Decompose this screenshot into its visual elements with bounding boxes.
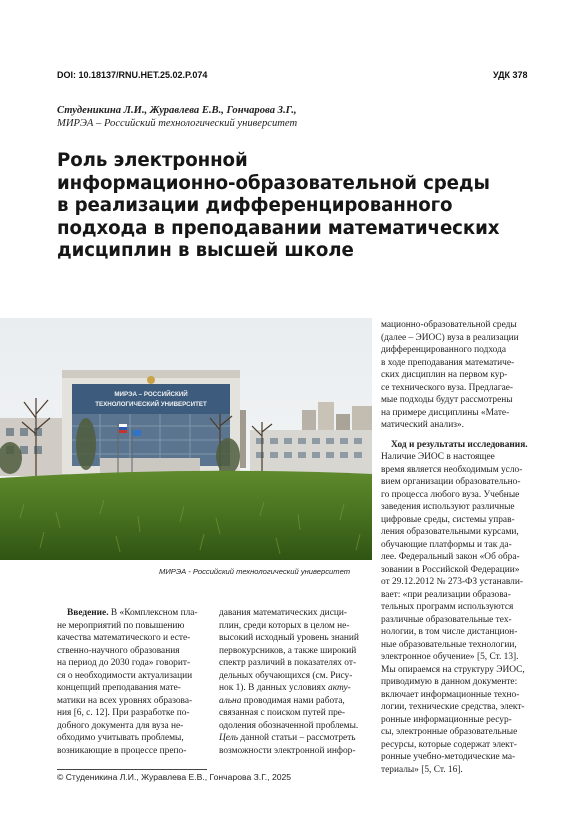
text-segment: данной статьи – рассмотреть (238, 733, 356, 743)
footnote-rule (57, 769, 207, 770)
text-line: плин, среди которых в целом не- (219, 620, 350, 631)
emphasis-text: Цель (219, 733, 239, 743)
text-line: одоления обозначенной проблемы. (219, 720, 359, 731)
text-line: заведения используют различные (381, 502, 515, 512)
text-line: ния [6, с. 12]. При разработке по- (57, 708, 190, 718)
text-segment: нок 1). В данных условиях (219, 683, 328, 693)
intro-heading: Введение. (67, 608, 109, 618)
text-line: не мероприятий по повышению (57, 620, 185, 631)
text-line: ные образовательные технологии, (381, 639, 517, 650)
text-line: ся о необходимости актуализации (57, 670, 193, 681)
text-line: добного документа для вуза не- (57, 720, 184, 731)
text-line: дифференцированного подхода (381, 345, 507, 355)
university-photo-illustration (0, 318, 372, 560)
text-line: мые подходы будут рассмотрены (381, 395, 513, 405)
text-line: спектр различий в показателях от- (219, 658, 357, 668)
text-line: ресурсы, которые содержат элект- (381, 739, 517, 750)
text-line: время является необходимым усло- (381, 464, 523, 475)
title-line: Роль электронной (57, 150, 248, 171)
text-line: цифровые среды, системы управ- (381, 514, 515, 525)
text-line: на период до 2030 года» говорит- (57, 658, 191, 668)
text-line: се технического вуза. Предлагае- (381, 382, 514, 393)
right-column (381, 319, 528, 776)
text-line: от 29.12.2012 № 273-ФЗ устанавли- (381, 577, 523, 587)
text-line: включает информационные техно- (381, 689, 520, 700)
title-line: информационно-образовательной среды (57, 172, 490, 194)
copyright-notice: © Студеникина Л.И., Журавлева Е.В., Гончарова З.Г., 2025 (57, 772, 292, 782)
building-sign-line1: МИРЭА – РОССИЙСКИЙ (114, 391, 188, 398)
text-line: различные образовательные тех- (381, 614, 512, 625)
text-line: давания математических дисци- (219, 608, 348, 618)
text-line: Наличие ЭИОС в настоящее (381, 452, 495, 462)
text-line: концепций преподавания мате- (57, 683, 181, 693)
text-line: возможности электронной инфор- (219, 745, 356, 756)
text-line: ления образовательными курсами, (381, 527, 519, 537)
text-line: ственно-научного образования (57, 645, 180, 656)
paragraph-gap (381, 432, 528, 439)
text-line: зовании в Российской Федерации» (381, 564, 520, 575)
title-line: в реализации дифференцированного (57, 195, 453, 217)
text-line: электронное обучение» [5, Ст. 13]. (381, 652, 519, 662)
doi-label: DOI: 10.18137/RNU.HET.25.02.P.074 (57, 70, 208, 80)
text-line: ронные информационные ресур- (381, 714, 512, 725)
text-line: вает: «при реализации образова- (381, 589, 511, 600)
emphasis-text: акту- (328, 683, 351, 693)
text-line: в ходе преподавания математиче- (381, 357, 515, 368)
text-line: ронные учебно-методические ма- (381, 752, 516, 762)
text-line: обходимо учитывать проблемы, (57, 733, 184, 743)
text-line: высокий исходный уровень знаний (219, 633, 359, 643)
intro-line (57, 607, 198, 620)
udk-label: УДК 378 (493, 70, 528, 80)
text-line: матический анализ». (381, 420, 464, 430)
text-line: (далее – ЭИОС) вуза в реализации (381, 332, 519, 343)
text-line: первокурсников, а также широкий (219, 645, 357, 656)
text-line: возникающие в процессе препо- (57, 745, 187, 756)
text-line: Мы опираемся на структуру ЭИОС, (381, 664, 525, 675)
text-line: качества математического и есте- (57, 633, 191, 643)
text-line: приводимую в данном документе: (381, 677, 518, 687)
text-line: тельных программ используются (381, 602, 514, 612)
text-line: логии, технические средства, элект- (381, 702, 525, 712)
university-photo (0, 318, 372, 560)
text-line: вием организации образовательно- (381, 477, 521, 487)
text-line: дельных обучающихся (см. Рису- (219, 670, 353, 681)
text-line: ских дисциплин на первом кур- (381, 370, 508, 380)
authors: Студеникина Л.И., Журавлева Е.В., Гончарова З.Г., (57, 105, 297, 116)
photo-caption: МИРЭА - Российский технологический университет (159, 567, 351, 576)
text-line (219, 682, 359, 695)
text-line: го процесса любого вуза. Учебные (381, 489, 520, 500)
text-line: обучающие платформы и так да- (381, 539, 512, 550)
text-line: сы, электронные образовательные (381, 727, 518, 737)
affiliation: МИРЭА – Российский технологический университет (57, 118, 298, 129)
text-line (219, 732, 359, 745)
emphasis-text: альна (219, 695, 242, 706)
text-line: териалы» [5, Ст. 16]. (381, 764, 463, 775)
text-line: лее. Федеральный закон «Об обра- (381, 552, 520, 562)
article-title (57, 150, 499, 263)
text-line: мационно-образовательной среды (381, 320, 517, 330)
title-line: дисциплин в высшей школе (57, 240, 354, 262)
intro-text: В «Комплексном пла- (108, 608, 198, 618)
text-line (219, 695, 359, 708)
text-line: матики на всех уровнях образова- (57, 695, 193, 706)
text-line: нологии, в том числе дистанцион- (381, 627, 518, 637)
middle-column (219, 607, 359, 757)
title-line: подхода в преподавании математических (57, 217, 500, 239)
text-line: связанная с поиском путей пре- (219, 708, 346, 718)
building-sign-line2: ТЕХНОЛОГИЧЕСКИЙ УНИВЕРСИТЕТ (95, 401, 207, 408)
text-segment: проводимая нами работа, (241, 695, 345, 706)
left-column (57, 607, 198, 757)
text-line: на примере дисциплины «Мате- (381, 407, 510, 418)
section-heading: Ход и результаты исследования. (391, 439, 528, 450)
